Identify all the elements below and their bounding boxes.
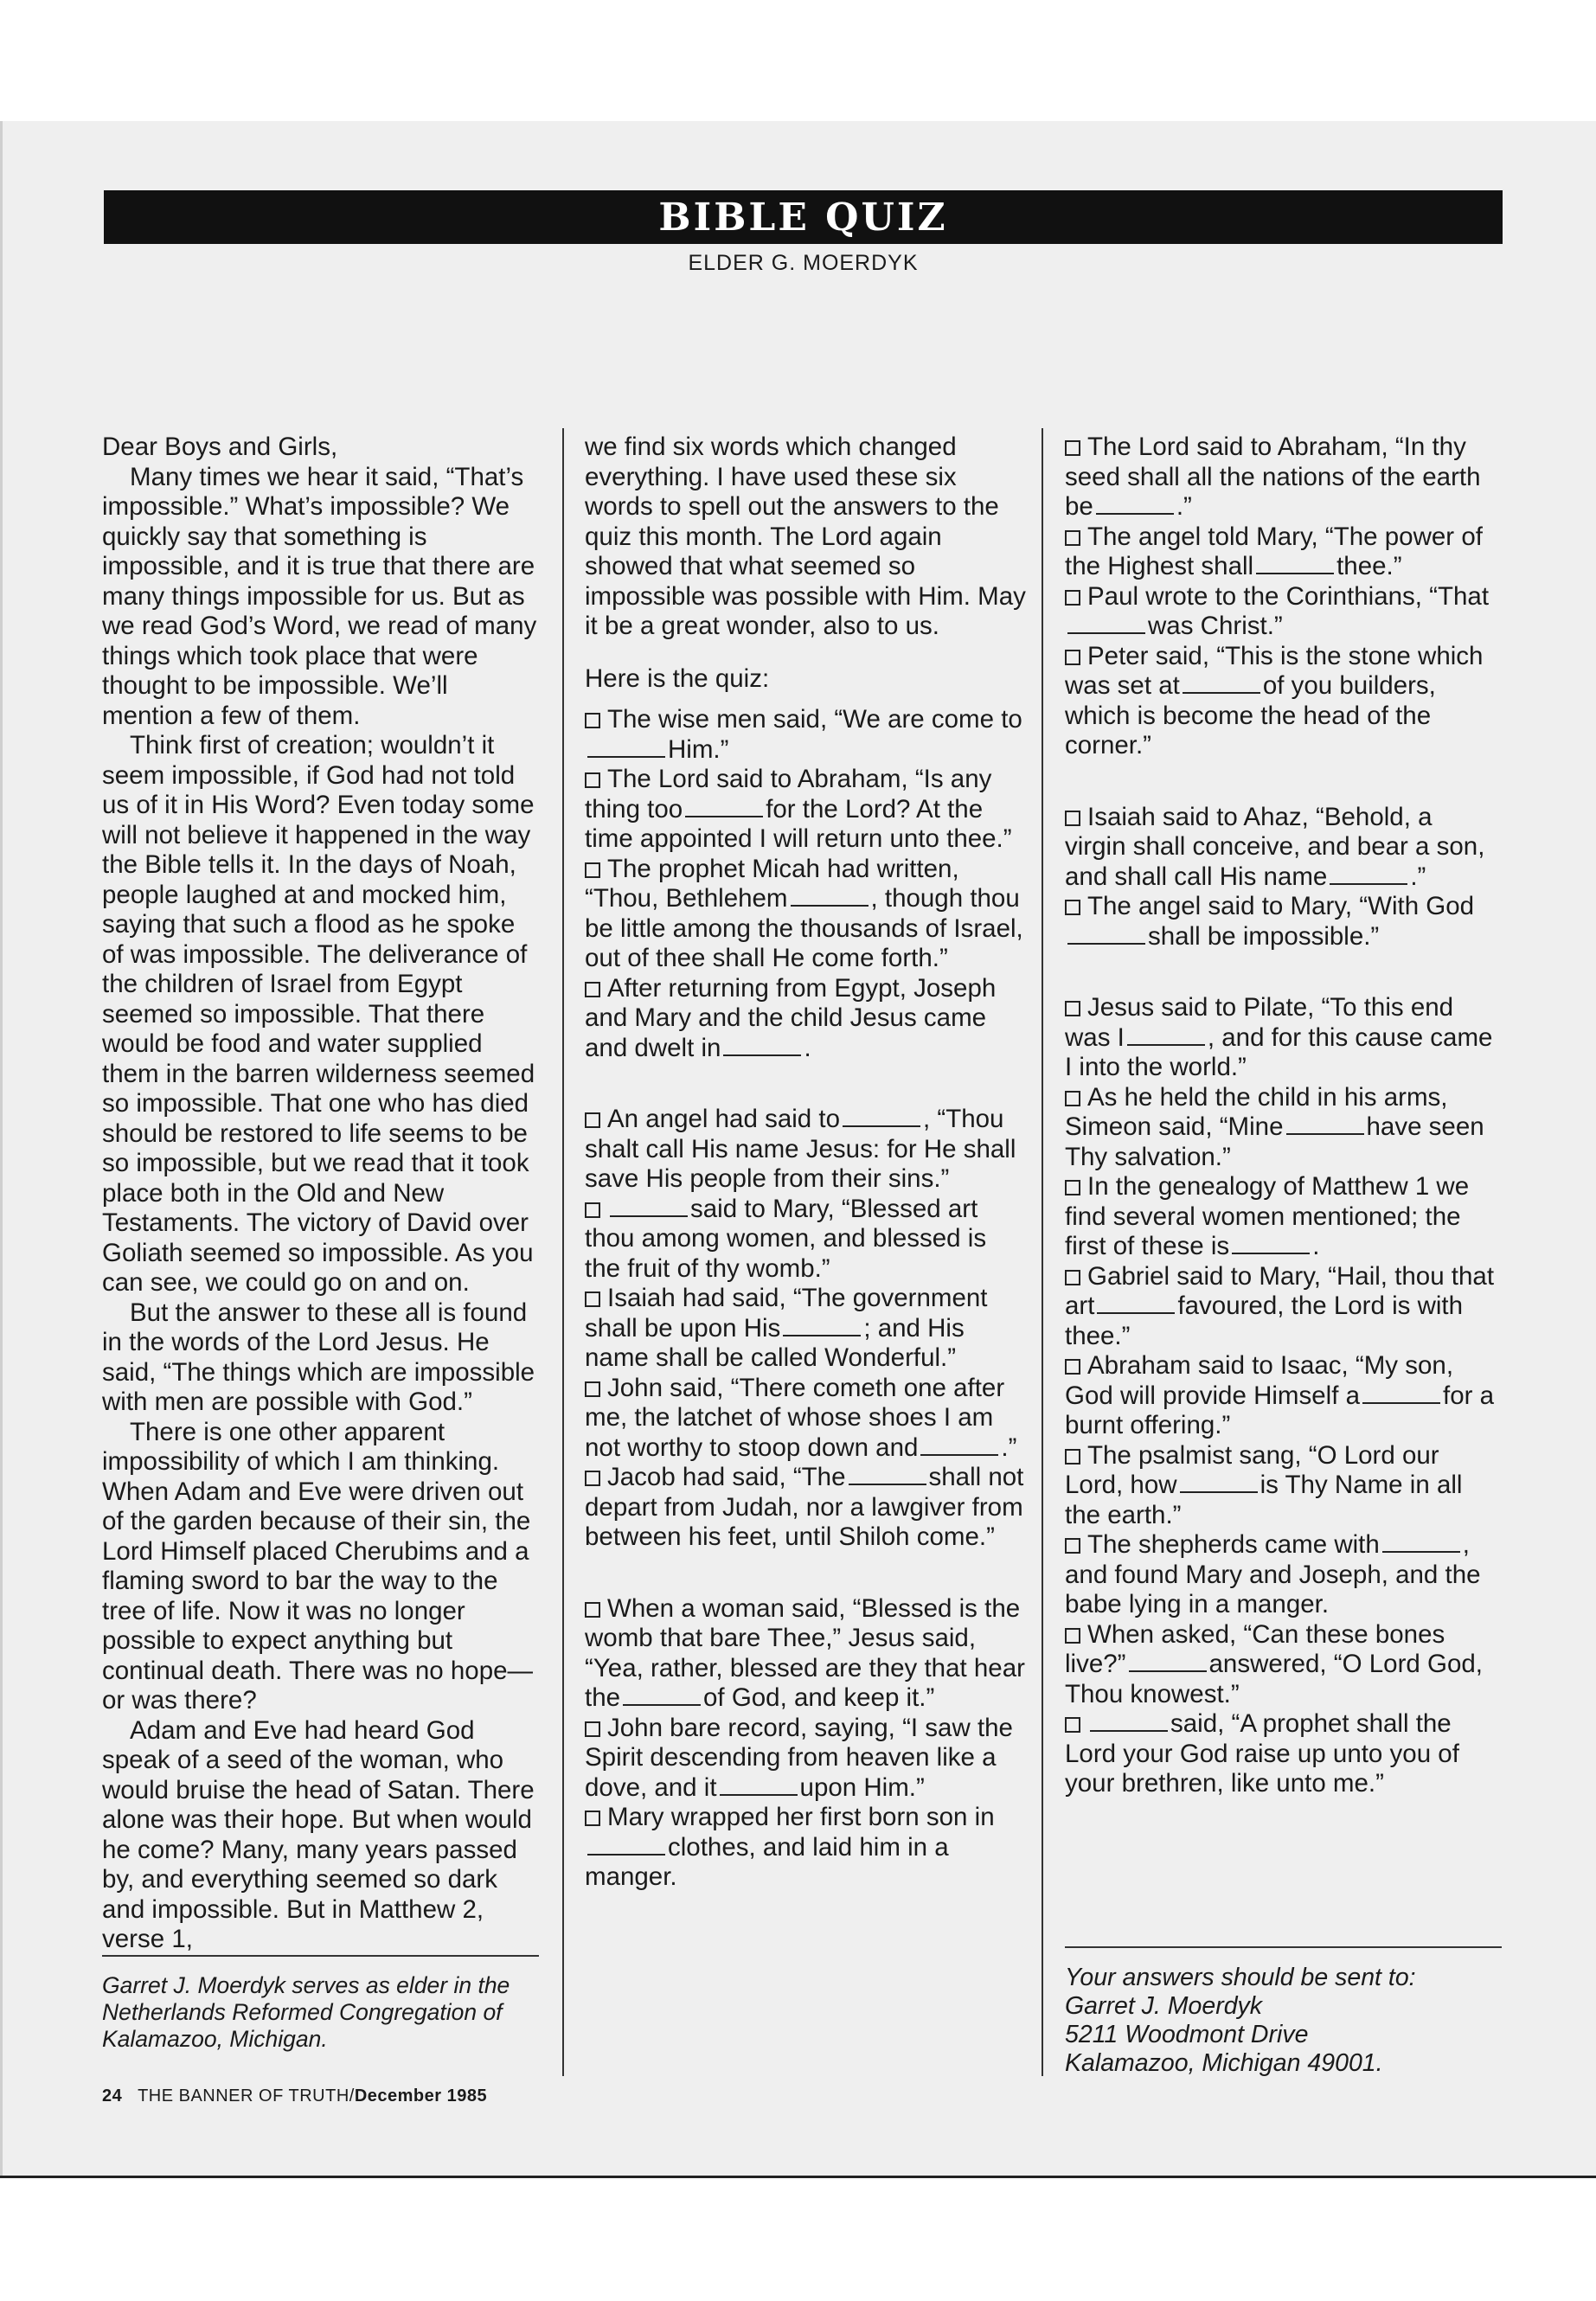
question-text-before: When asked, “Can these bones live?” — [1065, 1619, 1445, 1678]
question-text-after: ; and His name shall be called Wonderful.” — [585, 1313, 965, 1372]
question-text-after: . — [1312, 1232, 1320, 1260]
answer-blank[interactable] — [1183, 673, 1260, 694]
question-text-before: The wise men said, “We are come to — [607, 705, 1022, 734]
letter-paragraph: But the answer to these all is found in the words of the Lord Jesus. He said, “The things which are impossible with men are possible with God.” — [102, 1298, 535, 1416]
answer-checkbox-icon[interactable] — [1065, 530, 1080, 546]
quiz-question — [1065, 1709, 1497, 1799]
question-text-after: , and found Mary and Joseph, and the babe lying in a manger. — [1065, 1530, 1481, 1618]
quiz-question — [1065, 803, 1497, 893]
question-text-after: Him.” — [668, 734, 729, 764]
send-city: Kalamazoo, Michigan 49001. — [1065, 2049, 1383, 2077]
question-text-before: Jacob had said, “The — [607, 1463, 846, 1491]
answer-blank[interactable] — [1067, 613, 1145, 634]
quiz-question — [585, 765, 1026, 855]
column-divider — [562, 428, 564, 2076]
letter-paragraph: There is one other apparent impossibility of which I am thinking. When Adam and Eve were driven out of the garden because of their sin, the Lord Himself placed Cherubims and a flaming sword to bar the way to the tree of life. Now it was no longer possible to expect anything but continual death. There was no hope—or was there? — [102, 1417, 534, 1715]
question-text-after: favoured, the Lord is with thee.” — [1065, 1292, 1464, 1350]
answer-blank[interactable] — [1097, 1293, 1175, 1314]
publication-name: THE BANNER OF TRUTH/ — [138, 2086, 355, 2106]
question-text-after: was Christ.” — [1148, 612, 1283, 640]
question-text-before: Abraham said to Isaac, “My son, God will provide Himself a — [1065, 1351, 1454, 1410]
issue-date: December 1985 — [354, 2086, 488, 2106]
answer-checkbox-icon[interactable] — [1065, 440, 1080, 456]
bio-text: Garret J. Moerdyk serves as elder in the Netherlands Reformed Congregation of Kalamazoo, Michigan. — [102, 1972, 510, 2052]
question-text-before: The shepherds came with — [1087, 1530, 1380, 1559]
answer-checkbox-icon[interactable] — [1065, 590, 1080, 606]
answer-checkbox-icon[interactable] — [1065, 1359, 1080, 1375]
column-divider — [1042, 428, 1043, 2076]
question-text-before: The psalmist sang, “O Lord our Lord, how — [1065, 1440, 1439, 1499]
quiz-column-right — [1065, 433, 1497, 1799]
quiz-label: Here is the quiz: — [585, 663, 770, 693]
quiz-title: BIBLE QUIZ — [658, 195, 948, 240]
answer-checkbox-icon[interactable] — [1065, 900, 1080, 915]
question-text-before: The angel told Mary, “The power of the Highest shall — [1065, 522, 1483, 580]
quiz-question — [1065, 993, 1497, 1083]
question-text-before: John said, “There cometh one after me, the latchet of whose shoes I am not worthy to stoop down and — [585, 1373, 1005, 1462]
question-text-before: As he held the child in his arms, Simeon said, “Mine — [1065, 1082, 1448, 1141]
question-text-after: for a burnt offering.” — [1065, 1381, 1495, 1439]
send-name: Garret J. Moerdyk — [1065, 1992, 1263, 2020]
question-text-after: of God, and keep it.” — [703, 1683, 935, 1712]
answer-blank[interactable] — [920, 1435, 998, 1456]
page-edge — [0, 121, 3, 2178]
quiz-question — [1065, 892, 1497, 952]
letter-paragraph: Many times we hear it said, “That’s impossible.” What’s impossible? We quickly say that something is impossible, and it is true that there are many things impossible for us. But as we read God’s Word, we read of many things which took place that were thought to be impossible. We’ll mention a few of them. — [102, 462, 537, 730]
answer-blank[interactable] — [587, 1835, 665, 1856]
answer-checkbox-icon[interactable] — [1065, 1091, 1080, 1106]
answer-checkbox-icon[interactable] — [585, 982, 600, 997]
quiz-question — [585, 1195, 1026, 1285]
question-text-after: shall not depart from Judah, nor a lawgiver from between his feet, until Shiloh come.” — [585, 1463, 1024, 1551]
answer-blank[interactable] — [720, 1775, 798, 1796]
quiz-question — [1065, 1262, 1497, 1352]
answer-blank[interactable] — [783, 1316, 861, 1336]
question-text-after: have seen Thy salvation.” — [1065, 1112, 1484, 1171]
question-text-before: Mary wrapped her first born son in — [607, 1803, 995, 1831]
quiz-question — [1065, 1172, 1497, 1262]
answer-blank[interactable] — [1382, 1532, 1460, 1553]
quiz-question — [585, 705, 1026, 765]
answer-blank[interactable] — [1180, 1472, 1258, 1493]
answer-checkbox-icon[interactable] — [1065, 1628, 1080, 1644]
answer-checkbox-icon[interactable] — [585, 1811, 600, 1826]
question-text-before: Isaiah had said, “The government shall be upon His — [585, 1284, 988, 1343]
send-rule — [1065, 1946, 1502, 1948]
answer-blank[interactable] — [849, 1465, 926, 1485]
answer-blank[interactable] — [1096, 494, 1174, 515]
answer-checkbox-icon[interactable] — [1065, 1449, 1080, 1465]
question-text-before: The prophet Micah had written, “Thou, Bethlehem — [585, 854, 959, 913]
quiz-question — [1065, 1530, 1497, 1620]
answer-checkbox-icon[interactable] — [585, 1381, 600, 1397]
answer-blank[interactable] — [1286, 1114, 1364, 1135]
question-text-before: After returning from Egypt, Joseph and Mary and the child Jesus came and dwelt in — [585, 973, 997, 1062]
letter-paragraph: Think first of creation; wouldn’t it seem impossible, if God had not told us of it in His Word? Even today some will not believe it happened in the way the Bible tells it. In the days of Noah, people laughed at and mocked him, saying that such a flood as he spoke of was impossible. The deliverance of the children of Israel from Egypt seemed so impossible. That there would be food and water supplied them in the barren wilderness seemed so impossible. That one who has died should be restored to life seems to be so impossible, but we read that it took place both in the Old and New Testaments. The victory of David over Goliath seemed so impossible. As you can see, we could go on and on. — [102, 731, 535, 1297]
question-text-after: , “Thou shalt call His name Jesus: for He shall save His people from their sins.” — [585, 1105, 1016, 1193]
answer-blank[interactable] — [1256, 554, 1334, 574]
quiz-question — [585, 1374, 1026, 1464]
quiz-question — [585, 1284, 1026, 1374]
answer-checkbox-icon[interactable] — [585, 1292, 600, 1307]
bio-rule — [102, 1955, 539, 1957]
page-bottom-rule — [0, 2176, 1596, 2178]
question-text-after: .” — [1001, 1433, 1017, 1462]
quiz-question — [1065, 1441, 1497, 1531]
answer-checkbox-icon[interactable] — [585, 713, 600, 728]
greeting: Dear Boys and Girls, — [102, 433, 338, 461]
quiz-question — [1065, 1083, 1497, 1173]
answer-blank[interactable] — [1129, 1651, 1207, 1672]
question-text-before: The angel said to Mary, “With God — [1087, 892, 1475, 920]
question-text-after: , though thou be little among the thousands of Israel, out of thee shall He come forth.” — [585, 884, 1023, 972]
answer-checkbox-icon[interactable] — [585, 1112, 600, 1128]
letter-column — [102, 433, 539, 1955]
answer-checkbox-icon[interactable] — [1065, 811, 1080, 826]
answer-checkbox-icon[interactable] — [1065, 650, 1080, 665]
quiz-question — [1065, 642, 1497, 761]
question-text-before: In the genealogy of Matthew 1 we find several women mentioned; the first of these is — [1065, 1172, 1470, 1260]
question-text-after: for the Lord? At the time appointed I will return unto thee.” — [585, 794, 1012, 853]
quiz-question — [1065, 433, 1497, 522]
answer-checkbox-icon[interactable] — [585, 862, 600, 878]
quiz-question — [585, 1803, 1026, 1893]
question-text-before: The Lord said to Abraham, “In thy seed shall all the nations of the earth be — [1065, 433, 1481, 521]
question-text-after: .” — [1176, 492, 1192, 521]
answer-checkbox-icon[interactable] — [1065, 1270, 1080, 1285]
quiz-question-list — [1065, 433, 1497, 1799]
answer-checkbox-icon[interactable] — [585, 1202, 600, 1218]
question-text-after: of you builders, which is become the head of the corner.” — [1065, 671, 1436, 760]
question-text-after: said, “A prophet shall the Lord your God raise up unto you of your brethren, like unto me.” — [1065, 1709, 1459, 1798]
answer-blank[interactable] — [623, 1685, 701, 1706]
answer-checkbox-icon[interactable] — [585, 1721, 600, 1737]
answer-blank[interactable] — [723, 1035, 801, 1056]
question-text-after: said to Mary, “Blessed art thou among women, and blessed is the fruit of thy womb.” — [585, 1194, 987, 1283]
answer-checkbox-icon[interactable] — [1065, 1538, 1080, 1554]
quiz-question — [585, 1105, 1026, 1195]
answer-blank[interactable] — [1362, 1383, 1440, 1404]
question-text-before: When a woman said, “Blessed is the womb that bare Thee,” Jesus said, “Yea, rather, blessed are they that hear the — [585, 1593, 1025, 1712]
quiz-question — [1065, 1620, 1497, 1710]
question-text-after: . — [804, 1033, 811, 1062]
author-byline: ELDER G. MOERDYK — [688, 251, 919, 275]
question-text-after: shall be impossible.” — [1148, 921, 1380, 951]
quiz-question — [1065, 582, 1497, 642]
answer-blank[interactable] — [843, 1106, 920, 1127]
quiz-title-banner — [104, 190, 1503, 244]
answer-checkbox-icon[interactable] — [1065, 1717, 1080, 1733]
answer-blank[interactable] — [791, 886, 869, 907]
quiz-question — [1065, 522, 1497, 582]
page-number: 24 — [102, 2086, 123, 2106]
author-bio — [102, 1955, 539, 2053]
answer-blank[interactable] — [1330, 864, 1407, 885]
answer-blank[interactable] — [1090, 1711, 1168, 1732]
send-answers-box — [1065, 1946, 1502, 2078]
quiz-question — [585, 974, 1026, 1064]
answer-blank[interactable] — [610, 1196, 688, 1217]
quiz-question — [585, 1594, 1026, 1714]
question-text-after: thee.” — [1336, 552, 1402, 580]
question-text-before: Jesus said to Pilate, “To this end was I — [1065, 993, 1454, 1052]
answer-checkbox-icon[interactable] — [1065, 1180, 1080, 1195]
quiz-column-middle — [585, 433, 1026, 1893]
question-text-after: upon Him.” — [799, 1772, 925, 1802]
quiz-question — [585, 1463, 1026, 1553]
intro-paragraph: we find six words which changed everything. I have used these six words to spell out the answers to the quiz this month. The Lord again showed that what seemed so impossible was possible with Him. May it be a great wonder, also to us. — [585, 433, 1026, 640]
question-text-before: John bare record, saying, “I saw the Spirit descending from heaven like a dove, and it — [585, 1713, 1013, 1802]
letter-paragraph: Adam and Eve had heard God speak of a seed of the woman, who would bruise the head of Satan. There alone was their hope. But when would he come? Many, many years passed by, and everything seemed so dark and impossible. But in Matthew 2, verse 1, — [102, 1715, 535, 1953]
question-text-before: An angel had said to — [607, 1105, 840, 1133]
answer-blank[interactable] — [1232, 1234, 1310, 1254]
answer-checkbox-icon[interactable] — [585, 1471, 600, 1486]
quiz-question-list — [585, 705, 1026, 1893]
answer-checkbox-icon[interactable] — [585, 772, 600, 788]
question-text-after: answered, “O Lord God, Thou knowest.” — [1065, 1650, 1483, 1708]
answer-checkbox-icon[interactable] — [1065, 1001, 1080, 1016]
question-text-before: Gabriel said to Mary, “Hail, thou that art — [1065, 1261, 1495, 1320]
question-text-before: Paul wrote to the Corinthians, “That — [1087, 581, 1490, 611]
send-street: 5211 Woodmont Drive — [1065, 2021, 1309, 2048]
answer-blank[interactable] — [1127, 1025, 1205, 1046]
question-text-after: , and for this cause came I into the world.” — [1065, 1022, 1493, 1081]
question-text-before: Isaiah said to Ahaz, “Behold, a virgin shall conceive, and bear a son, and shall call His name — [1065, 802, 1485, 891]
answer-blank[interactable] — [587, 737, 665, 758]
quiz-question — [1065, 1351, 1497, 1441]
answer-checkbox-icon[interactable] — [585, 1602, 600, 1618]
answer-blank[interactable] — [1067, 924, 1145, 945]
quiz-question — [585, 1714, 1026, 1804]
question-text-before: Peter said, “This is the stone which was set at — [1065, 641, 1484, 700]
quiz-question — [585, 855, 1026, 974]
question-text-after: is Thy Name in all the earth.” — [1065, 1471, 1463, 1529]
send-label: Your answers should be sent to: — [1065, 1964, 1416, 1991]
question-text-after: .” — [1410, 862, 1426, 891]
page-footer — [102, 2086, 487, 2106]
question-text-after: clothes, and laid him in a manger. — [585, 1832, 949, 1891]
question-text-before: The Lord said to Abraham, “Is any thing too — [585, 765, 992, 824]
answer-blank[interactable] — [685, 797, 763, 817]
